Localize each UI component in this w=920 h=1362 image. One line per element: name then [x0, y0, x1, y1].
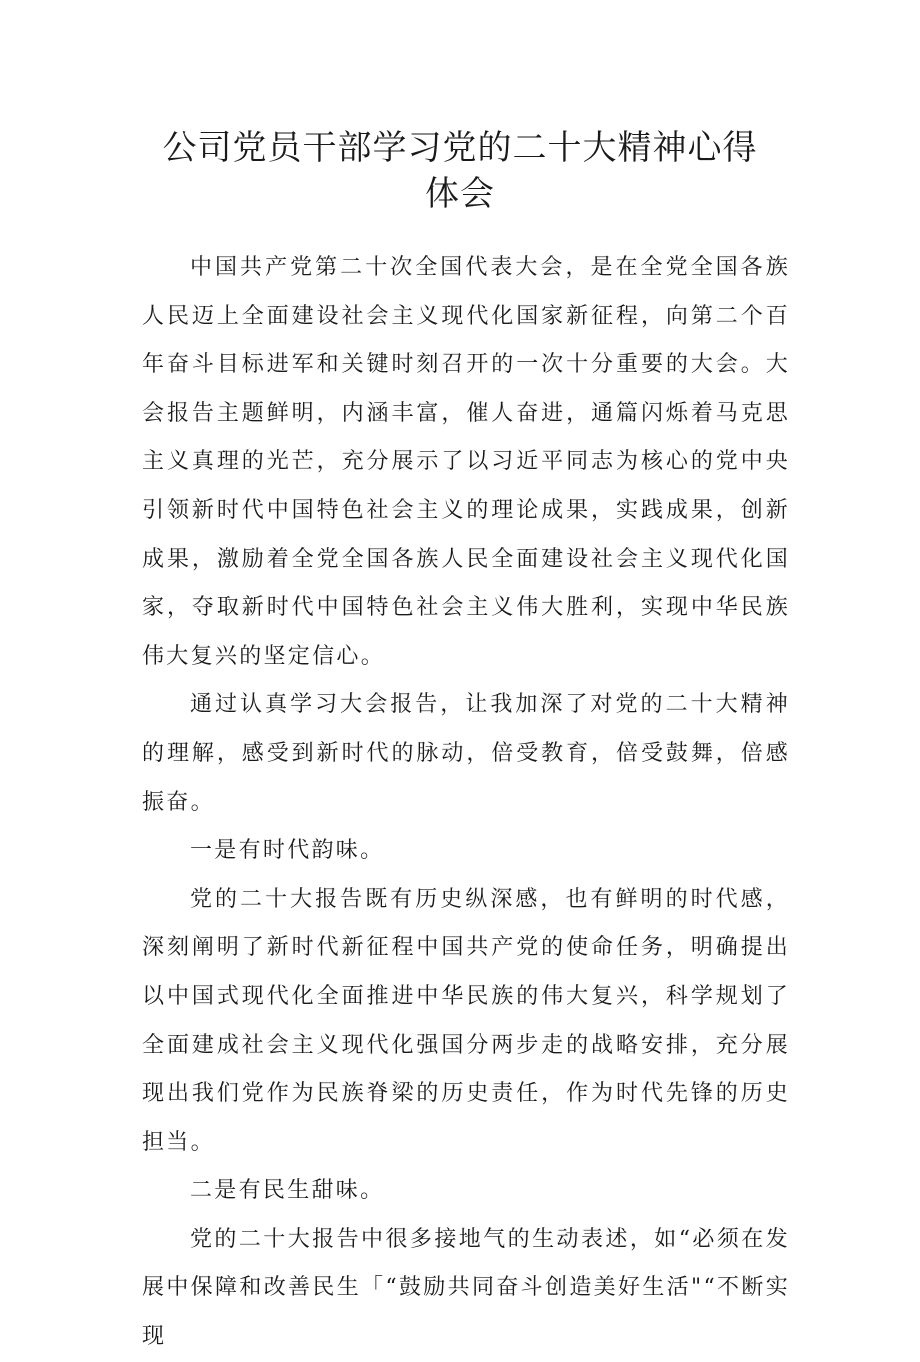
paragraph-point-one: 党的二十大报告既有历史纵深感，也有鲜明的时代感，深刻阐明了新时代新征程中国共产党的使命任务，明确提出以中国式现代化全面推进中华民族的伟大复兴，科学规划了全面建成社会主义现代化强国分两步走的战略安排，充分展现出我们党作为民族脊梁的历史责任，作为时代先锋的历史担当。 — [142, 886, 790, 1155]
heading-point-one: 一是有时代韵味。 — [190, 838, 385, 864]
paragraph-study: 通过认真学习大会报告，让我加深了对党的二十大精神的理解，感受到新时代的脉动，倍受教育，倍受鼓舞，倍感振奋。 — [142, 692, 790, 815]
document-body — [142, 244, 790, 1362]
heading-point-two: 二是有民生甜味。 — [190, 1178, 385, 1204]
paragraph-intro: 中国共产党第二十次全国代表大会，是在全党全国各族人民迈上全面建设社会主义现代化国家新征程，向第二个百年奋斗目标进军和关键时刻召开的一次十分重要的大会。大会报告主题鲜明，内涵丰富，催人奋进，通篇闪烁着马克思主义真理的光芒，充分展示了以习近平同志为核心的党中央引领新时代中国特色社会主义的理论成果，实践成果，创新成果，激励着全党全国各族人民全面建设社会主义现代化国家，夺取新时代中国特色社会主义伟大胜利，实现中华民族伟大复兴的坚定信心。 — [142, 255, 790, 669]
document-title: 公司党员干部学习党的二十大精神心得体会 — [162, 128, 758, 214]
paragraph-point-two: 党的二十大报告中很多接地气的生动表述，如“必须在发展中保障和改善民生「“鼓励共同奋斗创造美好生活"“不断实现 — [142, 1226, 790, 1350]
